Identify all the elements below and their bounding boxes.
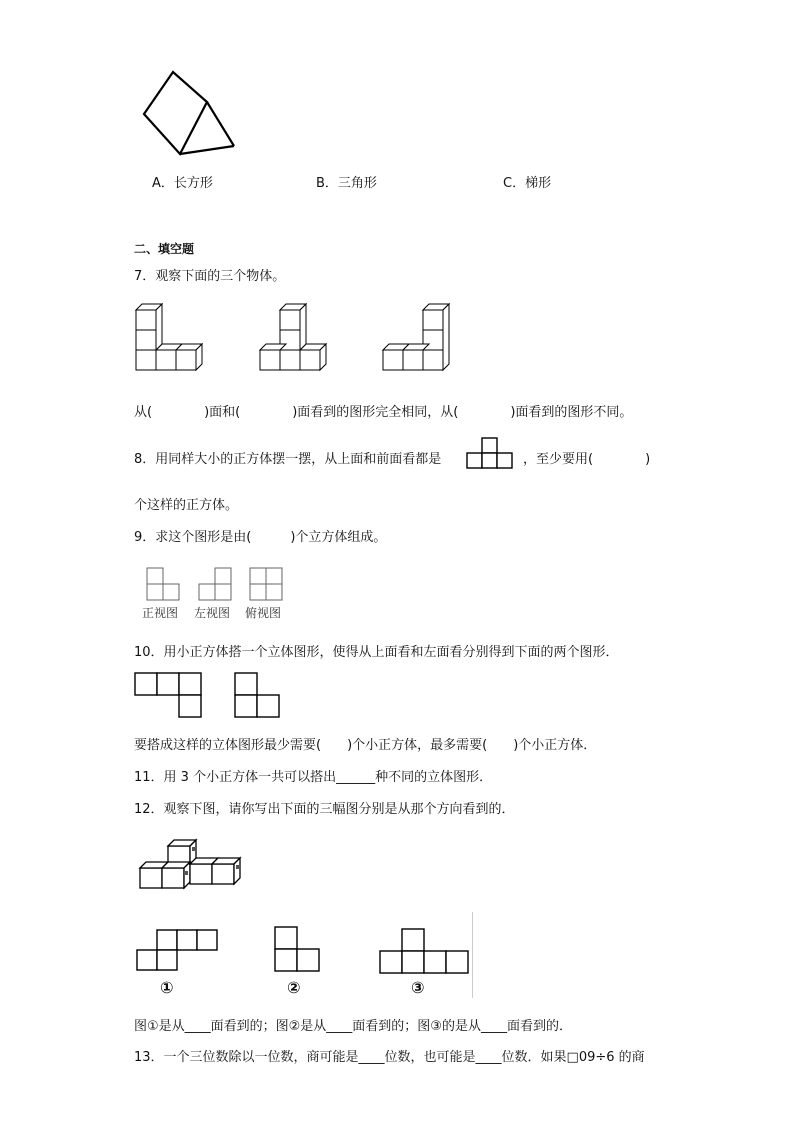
divider-line [472, 912, 473, 998]
q8-stem-b: ，至少要用( ) [523, 452, 651, 467]
q12-label-2: ② [287, 978, 301, 997]
section-title: 二、填空题 [134, 242, 195, 256]
q8-stem-c: 个这样的正方体。 [134, 498, 239, 513]
q12-label-1: ① [160, 978, 174, 997]
q7-object-3 [381, 302, 461, 372]
q12-answer-line: 图①是从____面看到的；图②是从____面看到的；图③的是从____面看到的． [134, 1019, 572, 1034]
q9-front-view [146, 567, 182, 601]
q10-left-view [234, 672, 280, 718]
q13-stem: 13．一个三位数除以一位数，商可能是____位数，也可能是____位数．如果□09÷6 的商 [134, 1050, 645, 1065]
q9-label-left: 左视图 [194, 606, 231, 620]
q12-view-2 [274, 926, 322, 974]
q12-label-3: ③ [411, 978, 425, 997]
q10-answer-line: 要搭成这样的立体图形最少需要( )个小正方体，最多需要( )个小正方体． [134, 738, 597, 753]
q9-label-top: 俯视图 [245, 606, 282, 620]
option-b: B．三角形 [316, 176, 377, 191]
option-c: C．梯形 [503, 176, 552, 191]
q9-stem: 9．求这个图形是由( )个立方体组成。 [134, 530, 387, 545]
q12-stem: 12．观察下图，请你写出下面的三幅图分别是从那个方向看到的． [134, 802, 515, 817]
q10-top-view [134, 672, 202, 718]
q7-stem: 7．观察下面的三个物体。 [134, 269, 286, 284]
q11-stem: 11．用 3 个小正方体一共可以搭出______种不同的立体图形． [134, 770, 493, 785]
q8-view-figure [466, 437, 514, 469]
q12-solid-figure [138, 838, 250, 892]
q12-view-3 [379, 928, 471, 974]
q12-view-1 [136, 929, 220, 973]
q9-left-view [198, 567, 234, 601]
q9-top-view [249, 567, 285, 601]
q8-stem-a: 8．用同样大小的正方体摆一摆，从上面和前面看都是 [134, 452, 442, 467]
q7-object-1 [134, 302, 214, 372]
triangular-prism-figure [140, 68, 240, 158]
q9-label-front: 正视图 [142, 606, 179, 620]
option-a: A．长方形 [152, 176, 213, 191]
q7-object-2 [258, 302, 338, 372]
q7-answer-line: 从( )面和( )面看到的图形完全相同，从( )面看到的图形不同。 [134, 405, 633, 420]
q10-stem: 10．用小正方体搭一个立体图形，使得从上面看和左面看分别得到下面的两个图形． [134, 645, 619, 660]
